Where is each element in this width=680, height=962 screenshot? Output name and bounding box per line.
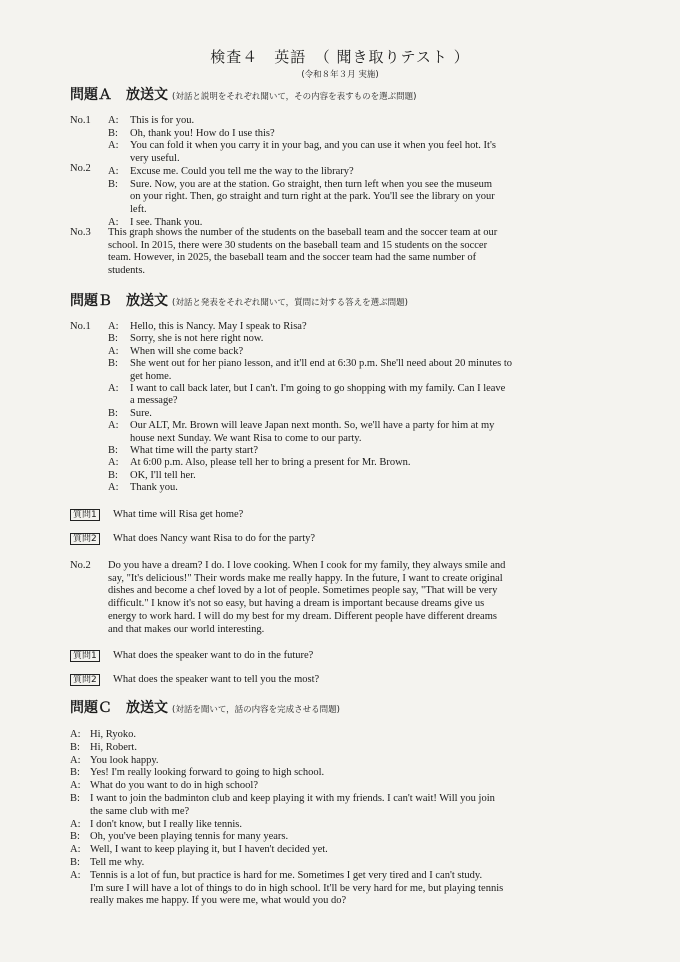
dialogue-line: You can fold it when you carry it in your bag, and you can use it when you feel hot. It's	[130, 140, 496, 152]
paragraph-line: school. In 2015, there were 30 students on the baseball team and 15 students on the soccer	[108, 239, 488, 251]
paragraph-line: team. However, in 2025, the baseball team and the soccer team had the same number of	[108, 252, 477, 264]
question-number: No.2	[70, 560, 91, 571]
speaker-label: A:	[70, 780, 81, 792]
speaker-label: A:	[70, 754, 81, 766]
dialogue-line: What time will the party start?	[130, 445, 258, 456]
dialogue-line: Oh, you've been playing tennis for many years.	[90, 831, 289, 843]
question-text: What does the speaker want to tell you the most?	[113, 674, 320, 685]
paragraph-line: Do you have a dream? I do. I love cooking. When I cook for my family, they always smile and	[108, 560, 506, 571]
speaker-label: B:	[108, 333, 118, 345]
speaker-label: B:	[108, 445, 118, 456]
dialogue-line: Well, I want to keep playing it, but I haven't decided yet.	[90, 844, 328, 856]
speaker-label: B:	[70, 741, 80, 753]
speaker-label: A:	[108, 140, 119, 152]
section-c-heading: 問題Ｃ	[70, 700, 112, 716]
speaker-label: A:	[108, 165, 119, 177]
paragraph-line: say, "It's delicious!" Their words make me really happy. In the future, I want to create original	[108, 572, 503, 584]
dialogue-line: When will she come back?	[130, 345, 244, 357]
dialogue-line: house next Sunday. We want Risa to come to our party.	[130, 432, 362, 444]
dialogue-line: Oh, thank you! How do I use this?	[130, 127, 275, 139]
paragraph-line: difficult." I know it's not so easy, but having a dream is important because dreams give us	[108, 598, 485, 610]
dialogue-line: Sorry, she is not here right now.	[130, 333, 264, 345]
dialogue-line: I want to call back later, but I can't. I'm going to go shopping with my family. Can I leave	[130, 383, 506, 394]
speaker-label: A:	[70, 869, 81, 881]
speaker-label: A:	[108, 345, 119, 357]
speaker-label: A:	[108, 457, 119, 469]
section-c-note: (対話を聞いて，話の内容を完成させる問題)	[172, 705, 340, 715]
speaker-label: A:	[70, 818, 81, 830]
dialogue-line: I see. Thank you.	[130, 216, 203, 228]
section-b-broadcast: 放送文	[126, 293, 168, 309]
dialogue-line: This is for you.	[130, 115, 195, 126]
dialogue-line: Sure. Now, you are at the station. Go straight, then turn left when you see the museum	[130, 178, 493, 190]
dialogue-line: the same club with me?	[90, 805, 190, 817]
question-label-box: 質問2	[70, 533, 100, 545]
dialogue-line: a message?	[130, 395, 178, 407]
dialogue-line: left.	[130, 203, 147, 215]
section-b-header	[70, 290, 408, 310]
speaker-label: A:	[108, 482, 119, 494]
speaker-label: B:	[70, 857, 80, 868]
dialogue-line: You look happy.	[90, 754, 159, 766]
dialogue-line: OK, I'll tell her.	[130, 469, 196, 481]
section-b-note: (対話と発表をそれぞれ聞いて，質問に対する答えを選ぶ問題)	[172, 298, 408, 308]
dialogue-line: I don't know, but I really like tennis.	[90, 818, 242, 830]
speaker-label: A:	[70, 844, 81, 856]
question-text: What time will Risa get home?	[113, 509, 244, 520]
paragraph-line: This graph shows the number of the students on the baseball team and the soccer team at our	[108, 227, 498, 238]
speaker-label: B:	[108, 178, 118, 190]
question-number: No.3	[70, 227, 91, 238]
dialogue-line: At 6:00 p.m. Also, please tell her to bring a present for Mr. Brown.	[130, 457, 411, 469]
paragraph-line: and that makes our world interesting.	[108, 623, 265, 635]
section-a-header	[70, 84, 416, 104]
question-text: What does the speaker want to do in the future?	[113, 650, 314, 661]
question-number: No.1	[70, 115, 91, 126]
dialogue-line: What do you want to do in high school?	[90, 780, 258, 792]
question-number: No.1	[70, 321, 91, 332]
speaker-label: B:	[108, 127, 118, 139]
question-label-box: 質問1	[70, 509, 100, 521]
question-label-box: 質問2	[70, 674, 100, 686]
speaker-label: A:	[108, 216, 119, 228]
dialogue-line: Excuse me. Could you tell me the way to the library?	[130, 165, 354, 177]
dialogue-line: Our ALT, Mr. Brown will leave Japan next month. So, we'll have a party for him at my	[130, 420, 495, 432]
speaker-label: A:	[108, 115, 119, 126]
question-number: No.2	[70, 163, 91, 174]
speaker-label: B:	[108, 407, 118, 419]
page-title: 検査４ 英語 （ 聞き取りテスト ）	[210, 48, 470, 66]
question-label-box: 質問1	[70, 650, 100, 662]
paragraph-line: energy to work hard. I will do my best for my dream. Different people have different dreams	[108, 610, 497, 622]
speaker-label: B:	[108, 358, 118, 370]
question-text: What does Nancy want Risa to do for the party?	[113, 533, 316, 544]
dialogue-line: Thank you.	[130, 482, 178, 494]
speaker-label: B:	[70, 793, 80, 804]
speaker-label: A:	[70, 729, 81, 740]
dialogue-line: really makes me happy. If you were me, what would you do?	[90, 895, 347, 907]
section-a-heading: 問題Ａ	[70, 87, 112, 103]
section-a-note: (対話と説明をそれぞれ聞いて，その内容を表すものを選ぶ問題)	[172, 92, 417, 102]
dialogue-line: on your right. Then, go straight and turn right at the park. You'll see the library on your	[130, 191, 495, 203]
dialogue-line: Tell me why.	[90, 857, 145, 868]
speaker-label: B:	[70, 767, 80, 779]
section-c-header	[70, 697, 340, 717]
speaker-label: A:	[108, 420, 119, 432]
section-c-broadcast: 放送文	[126, 700, 168, 716]
dialogue-line: get home.	[130, 370, 172, 382]
dialogue-line: She went out for her piano lesson, and it'll end at 6:30 p.m. She'll need about 20 minutes to	[130, 358, 513, 370]
paragraph-line: dishes and become a chef loved by a lot of people. Sometimes people say, "That will be very	[108, 585, 498, 597]
section-a-broadcast: 放送文	[126, 87, 168, 103]
dialogue-line: Hi, Ryoko.	[90, 729, 136, 740]
dialogue-line: very useful.	[130, 153, 180, 165]
dialogue-line: Hello, this is Nancy. May I speak to Risa?	[130, 321, 307, 332]
paragraph-line: students.	[108, 265, 146, 277]
dialogue-line: Yes! I'm really looking forward to going to high school.	[90, 767, 325, 779]
speaker-label: B:	[70, 831, 80, 843]
speaker-label: A:	[108, 383, 119, 394]
dialogue-line: Hi, Robert.	[90, 741, 137, 753]
speaker-label: A:	[108, 321, 119, 332]
dialogue-line: I'm sure I will have a lot of things to do in high school. It'll be very hard for me, but playing tennis	[90, 882, 504, 894]
dialogue-line: Sure.	[130, 407, 152, 419]
section-b-heading: 問題Ｂ	[70, 293, 112, 309]
dialogue-line: Tennis is a lot of fun, but practice is hard for me. Sometimes I get very tired and I can't study.	[90, 869, 483, 881]
dialogue-line: I want to join the badminton club and keep playing it with my friends. I can't wait! Will you join	[90, 793, 495, 804]
exam-date: (令和８年３月 実施)	[301, 70, 379, 80]
speaker-label: B:	[108, 469, 118, 481]
